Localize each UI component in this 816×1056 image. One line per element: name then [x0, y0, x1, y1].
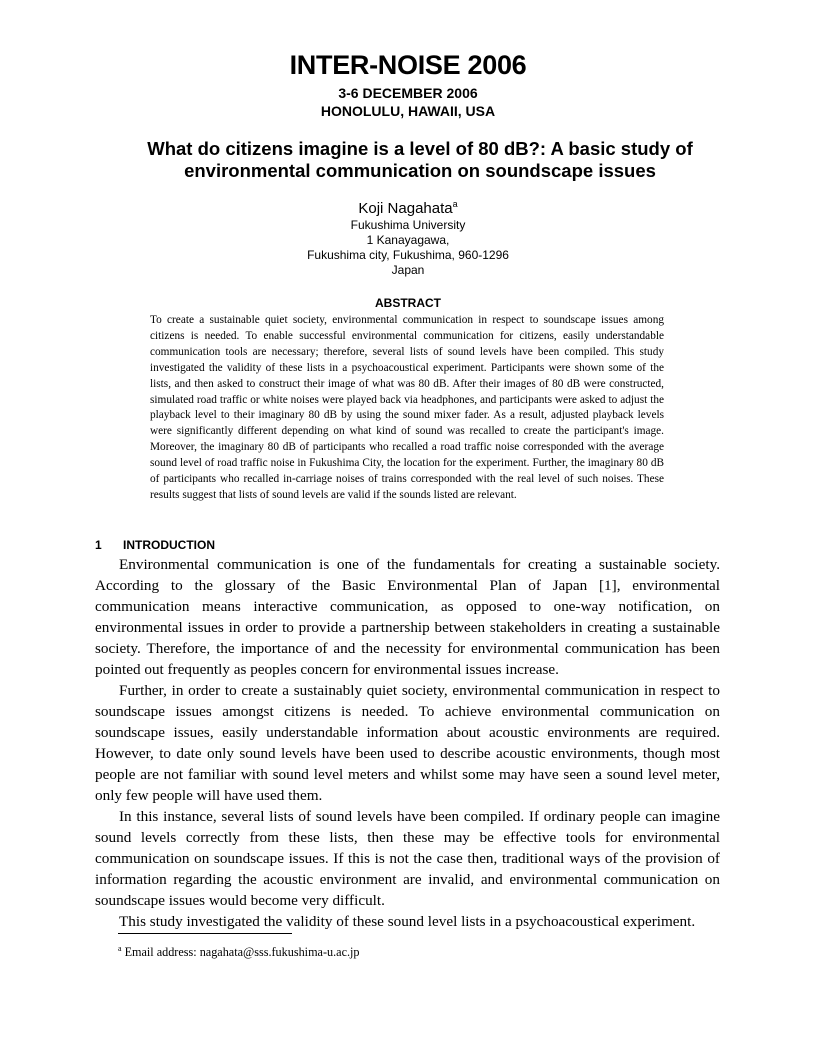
- conference-location: HONOLULU, HAWAII, USA: [320, 103, 496, 119]
- author-footnote-mark: a: [452, 199, 458, 209]
- section-number: 1: [95, 538, 102, 552]
- introduction-body: [95, 554, 720, 932]
- paper-title-line-1: What do citizens imagine is a level of 80 dB?: A basic study of: [147, 138, 693, 159]
- author: [0, 199, 816, 217]
- conference-title: INTER-NOISE 2006: [289, 50, 527, 80]
- footnote-mark: a: [118, 944, 122, 953]
- conference-date: 3-6 DECEMBER 2006: [338, 85, 478, 101]
- affiliation-line-2: 1 Kanayagawa,: [366, 233, 450, 247]
- footnote-rule: [118, 933, 292, 934]
- abstract-heading: ABSTRACT: [375, 296, 441, 310]
- section-heading: [95, 538, 215, 552]
- affiliation-line-4: Japan: [391, 263, 425, 277]
- intro-paragraph-3: In this instance, several lists of sound levels have been compiled. If ordinary people can imagine sound levels correctly from these lists, then these may be effective tools for environmental communication on soundscape issues. If this is not the case then, traditional ways of the provision of information regarding the acoustic environment are invalid, and environmental communication on soundscape issues would become very difficult.: [95, 808, 720, 909]
- footnote: [118, 944, 360, 960]
- abstract-text: To create a sustainable quiet society, environmental communication in respect to soundscape issues among citizens is needed. To enable successful environmental communication for citizens, easily understandable communication tools are necessary; therefore, several lists of sound levels have been compiled. This study investigated the validity of these lists in a psychoacoustical experiment. Participants were shown some of the lists, and then asked to construct their image of what was 80 dB. After their images of 80 dB were constructed, simulated road traffic or white noises were played back via headphones, and participants were asked to adjust the playback level to their imaginary 80 dB by using the sound mixer fader. As a result, adjusted playback levels were significantly different depending on what kind of sound was recalled to create the participant's image. Moreover, the imaginary 80 dB of participants who recalled a road traffic noise corresponded with the average sound level of road traffic noise in Fukushima City, the location for the experiment. Further, the imaginary 80 dB of participants who recalled in-carriage noises of trains corresponded with the real level of such noises. These results suggest that lists of sound levels are valid if the sounds listed are relevant.: [150, 314, 664, 501]
- intro-paragraph-2: Further, in order to create a sustainably quiet society, environmental communication in respect to soundscape issues amongst citizens is needed. To achieve environmental communication on soundscape issues, easily understandable information about acoustic environments are required. However, to date only sound levels have been used to describe acoustic environments, though most people are not familiar with sound level meters and whilst some may have seen a sound level meter, only few people will have used them.: [95, 682, 720, 804]
- affiliation-line-3: Fukushima city, Fukushima, 960-1296: [307, 248, 509, 262]
- footnote-email: Email address: nagahata@sss.fukushima-u.ac.jp: [124, 945, 360, 959]
- author-name: Koji Nagahata: [358, 200, 453, 217]
- intro-paragraph-4: This study investigated the validity of these sound level lists in a psychoacoustical experiment.: [119, 913, 696, 930]
- affiliation-line-1: Fukushima University: [350, 218, 466, 232]
- intro-paragraph-1: Environmental communication is one of the fundamentals for creating a sustainable society. According to the glossary of the Basic Environmental Plan of Japan [1], environmental communication means interactive communication, as opposed to one-way notification, on environmental issues in order to provide a partnership between stakeholders in creating a sustainable society. Therefore, the importance of and the necessity for environmental communication has been pointed out frequently as peoples concern for environmental issues increase.: [95, 556, 720, 678]
- paper-title-line-2: environmental communication on soundscape issues: [184, 160, 656, 181]
- section-title: INTRODUCTION: [123, 538, 215, 552]
- paper-title: [120, 138, 720, 182]
